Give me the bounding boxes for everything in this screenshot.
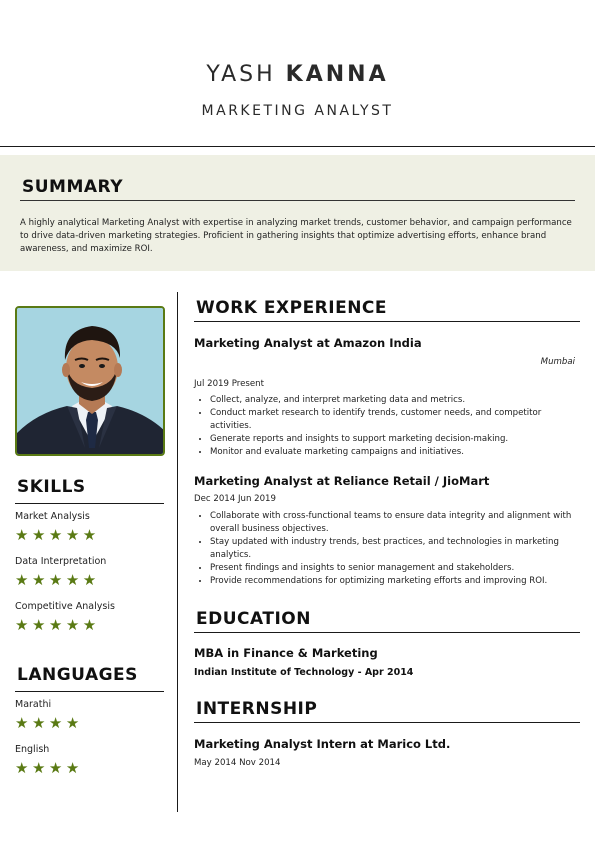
skill-label: Competitive Analysis	[15, 601, 115, 612]
job-location: Mumbai	[540, 357, 575, 367]
work-experience-heading: WORK EXPERIENCE	[196, 298, 388, 318]
bullet-item: • Collect, analyze, and interpret marketing data and metrics.	[210, 394, 580, 407]
job-title: Marketing Analyst at Amazon India	[194, 336, 422, 350]
education-school: Indian Institute of Technology - Apr 2014	[194, 667, 414, 678]
job-dates: Jul 2019 Present	[194, 379, 264, 389]
header-divider	[0, 146, 595, 147]
summary-rule	[20, 200, 575, 201]
column-divider	[177, 292, 178, 812]
bullet-item: • Present findings and insights to senior management and stakeholders.	[210, 562, 580, 575]
job-title: Marketing Analyst at Reliance Retail / JioMart	[194, 474, 490, 488]
resume-header	[0, 0, 595, 146]
skills-rule	[15, 503, 164, 504]
skill-rating-stars: ★★★★★	[15, 571, 100, 589]
internship-title: Marketing Analyst Intern at Marico Ltd.	[194, 737, 451, 751]
bullet-item: • Collaborate with cross-functional teams to ensure data integrity and alignment with overall business objectives.	[210, 510, 580, 536]
portrait-illustration	[17, 308, 165, 456]
education-heading: EDUCATION	[196, 609, 311, 629]
summary-section	[0, 155, 595, 271]
language-rating-stars: ★★★★	[15, 759, 83, 777]
first-name: YASH	[206, 62, 276, 87]
job-title-header: MARKETING ANALYST	[201, 103, 394, 119]
skill-label: Market Analysis	[15, 511, 90, 522]
language-rating-stars: ★★★★	[15, 714, 83, 732]
candidate-name	[0, 62, 595, 87]
internship-heading: INTERNSHIP	[196, 699, 318, 719]
languages-heading: LANGUAGES	[17, 665, 138, 685]
bullet-item: • Monitor and evaluate marketing campaigns and initiatives.	[210, 446, 580, 459]
internship-rule	[194, 722, 580, 723]
language-label: Marathi	[15, 699, 52, 710]
job-bullets	[210, 394, 580, 459]
summary-heading: SUMMARY	[22, 177, 124, 197]
bullet-item: • Provide recommendations for optimizing marketing efforts and improving ROI.	[210, 575, 580, 588]
summary-text: A highly analytical Marketing Analyst with expertise in analyzing market trends, customer behavior, and campaign performance to drive data-driven marketing strategies. Proficient in gathering insights that optimize advertising efforts, enhance brand awareness, and maximize ROI.	[20, 218, 572, 254]
internship-dates: May 2014 Nov 2014	[194, 758, 281, 768]
bullet-item: • Conduct market research to identify trends, customer needs, and competitor activities.	[210, 407, 580, 433]
work-experience-rule	[194, 321, 580, 322]
education-rule	[194, 632, 580, 633]
job-bullets	[210, 510, 580, 588]
bullet-item: • Generate reports and insights to support marketing decision-making.	[210, 433, 580, 446]
bullet-item: • Stay updated with industry trends, best practices, and technologies in marketing analytics.	[210, 536, 580, 562]
skill-rating-stars: ★★★★★	[15, 616, 100, 634]
skill-rating-stars: ★★★★★	[15, 526, 100, 544]
last-name: KANNA	[285, 62, 389, 87]
skills-heading: SKILLS	[17, 477, 86, 497]
skill-label: Data Interpretation	[15, 556, 107, 567]
language-label: English	[15, 744, 50, 755]
education-degree: MBA in Finance & Marketing	[194, 646, 378, 660]
job-dates: Dec 2014 Jun 2019	[194, 494, 276, 504]
languages-rule	[15, 691, 164, 692]
profile-photo	[15, 306, 165, 456]
